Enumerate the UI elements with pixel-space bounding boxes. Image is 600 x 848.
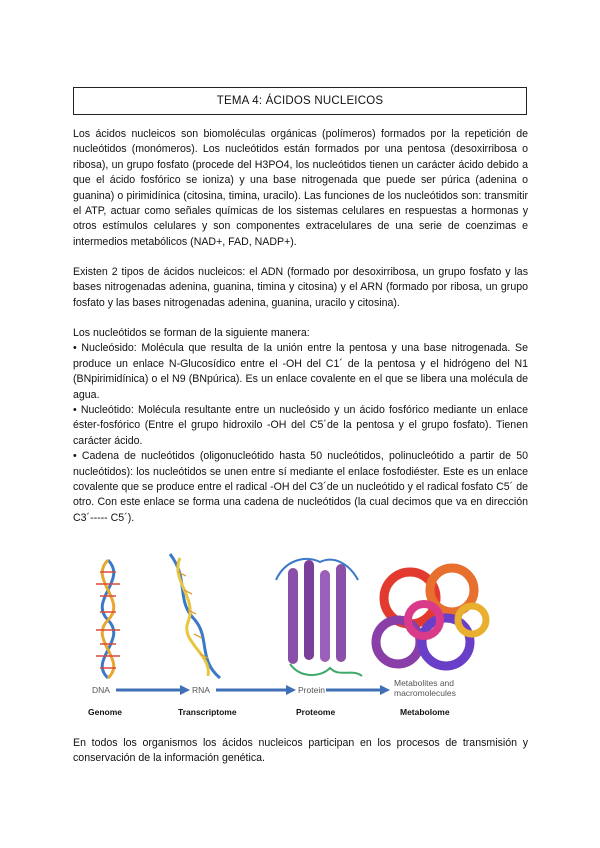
list-intro: Los nucleótidos se forman de la siguiente manera: <box>73 327 310 339</box>
page-title: TEMA 4: ÁCIDOS NUCLEICOS <box>216 95 384 107</box>
label-dna: DNA <box>92 685 110 695</box>
formation-section <box>73 326 528 526</box>
intro-paragraph: Los ácidos nucleicos son biomoléculas orgánicas (polímeros) formados por la repetición de nucleótidos (monómeros). Los nucleótidos están formados por una pentosa (desoxirribosa o ribosa), un grupo fosfato (procede del H3PO4, los nucleótidos tienen un carácter ácido debido a que el ácido fosfórico se ioniza) y una base nitrogenada que puede ser púrica (adenina o guanina) o pirimidínica (citosina, timina, uracilo). Las funciones de los nucleótidos son: transmitir el ATP, actuar como señales químicas de los sistemas celulares en respuestas a hormonas y otros estímulos celulares y son componentes extracelulares de una serie de coenzimas e intermedios metabólicos (NAD+, FAD, NADP+). <box>73 128 528 248</box>
caption-genome: Genome <box>88 707 123 717</box>
omics-figure <box>80 550 520 722</box>
bullet-nucleotido: • Nucleótido: Molécula resultante entre un nucleósido y un ácido fosfórico mediante un enlace éster-fosfórico (Entre el grupo hidroxilo -OH del C5´de la pentosa y el grupo fosfato). Tienen carácter ácido. <box>73 404 528 447</box>
flow-arrows <box>116 685 390 695</box>
caption-proteome: Proteome <box>296 707 336 717</box>
title-box <box>73 87 527 115</box>
bullet-cadena: • Cadena de nucleótidos (oligonucleótido hasta 50 nucleótidos, polinucleótido a partir de 50 nucleótidos): los nucleótidos se unen entre sí mediante el enlace fosfodiéster. Este es un enlace covalente que se produce entre el radical -OH del C3´de un nucleótido y el radical fosfato C5´ de otro. Con este enlace se forma una cadena de nucleótidos (la cual decimos que va en dirección C3´----- C5´). <box>73 450 528 524</box>
dna-helix-image <box>96 560 120 678</box>
caption-transcriptome: Transcriptome <box>178 707 237 717</box>
metabolome-image <box>376 568 486 666</box>
conclusion-paragraph: En todos los organismos los ácidos nucleicos participan en los procesos de transmisión y conservación de la información genética. <box>73 737 528 765</box>
types-paragraph: Existen 2 tipos de ácidos nucleicos: el ADN (formado por desoxirribosa, un grupo fosfato y las bases nitrogenadas adenina, guanina, timina y citosina) y el ARN (formado por ribosa, un grupo fosfato y las bases nitrogenadas adenina, guanina, uracilo y citosina). <box>73 266 528 309</box>
label-protein: Protein <box>298 685 325 695</box>
caption-metabolome: Metabolome <box>400 707 450 717</box>
bullet-nucleosido: • Nucleósido: Molécula que resulta de la unión entre la pentosa y una base nitrogenada. Se produce un enlace N-Glucosídico entre el -OH del C1´ de la pentosa y el hidrógeno del N1 (BNpirimidínica) o el N9 (BNpúrica). Es un enlace covalente en el que se libera una molécula de agua. <box>73 342 528 401</box>
label-metabolites: Metabolites and macromolecules <box>394 678 456 698</box>
protein-image <box>276 559 362 676</box>
rna-strand-image <box>170 554 220 678</box>
label-rna: RNA <box>192 685 210 695</box>
